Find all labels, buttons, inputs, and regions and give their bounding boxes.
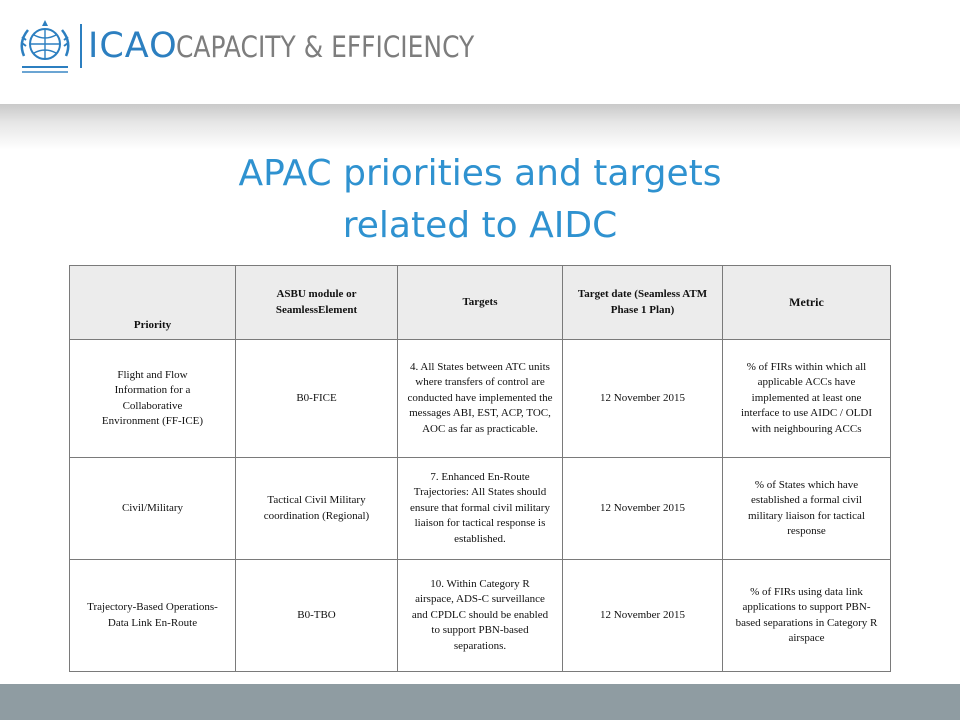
cell-module: B0-TBO <box>236 560 398 672</box>
header-targets: Targets <box>398 266 563 340</box>
table-row <box>70 340 891 458</box>
cell-date: 12 November 2015 <box>563 560 723 672</box>
cell-metric-text: % of FIRs within which all applicable ACCs have implemented at least one interface to use AIDC / OLDI with neighbouring ACCs <box>740 360 873 435</box>
cell-priority <box>70 560 236 672</box>
cell-target-text: 4. All States between ATC units where transfers of control are conducted have implemented the messages ABI, EST, ACP, TOC, AOC as far as practicable. <box>407 360 553 435</box>
cell-metric-text: % of FIRs using data link applications to support PBN-based separations in Category R airspace <box>735 585 878 644</box>
cell-metric <box>723 458 891 560</box>
header-target-date: Target date (Seamless ATM Phase 1 Plan) <box>563 266 723 340</box>
cell-priority: Civil/Military <box>70 458 236 560</box>
table-row <box>70 560 891 672</box>
cell-date: 12 November 2015 <box>563 340 723 458</box>
priorities-table <box>69 265 891 672</box>
cell-target <box>398 560 563 672</box>
cell-metric <box>723 560 891 672</box>
slide-title-line-1: APAC priorities and targets <box>238 153 722 194</box>
cell-date: 12 November 2015 <box>563 458 723 560</box>
header-shadow <box>0 104 960 150</box>
brand-divider <box>80 24 82 68</box>
footer-bar <box>0 684 960 720</box>
cell-module: B0-FICE <box>236 340 398 458</box>
header-metric: Metric <box>723 266 891 340</box>
cell-metric <box>723 340 891 458</box>
brand-logo-text: ICAO <box>88 26 178 66</box>
cell-metric-text: % of States which have established a formal civil military liaison for tactical response <box>748 478 865 537</box>
table-row <box>70 458 891 560</box>
slide-title-line-2: related to AIDC <box>342 205 618 246</box>
cell-target <box>398 340 563 458</box>
icao-emblem-icon <box>14 16 76 78</box>
header-module: ASBU module or SeamlessElement <box>236 266 398 340</box>
cell-priority-text: Flight and Flow Information for a Collaborative Environment (FF-ICE) <box>101 368 204 427</box>
cell-module <box>236 458 398 560</box>
slide-title <box>0 148 960 252</box>
section-title: CAPACITY & EFFICIENCY <box>176 30 475 64</box>
header-priority: Priority <box>70 266 236 340</box>
cell-target-text: 10. Within Category R airspace, ADS-C surveillance and CPDLC should be enabled to support PBN-based separations. <box>411 577 549 652</box>
header-bar <box>0 0 960 104</box>
cell-target <box>398 458 563 560</box>
cell-module-text: Tactical Civil Military coordination (Regional) <box>263 494 370 522</box>
cell-priority <box>70 340 236 458</box>
table-header-row <box>70 266 891 340</box>
cell-target-text: 7. Enhanced En-Route Trajectories: All States should ensure that formal civil military liaison for tactical response is established. <box>410 470 550 545</box>
cell-priority-text: Trajectory-Based Operations-Data Link En-Route <box>87 601 218 629</box>
